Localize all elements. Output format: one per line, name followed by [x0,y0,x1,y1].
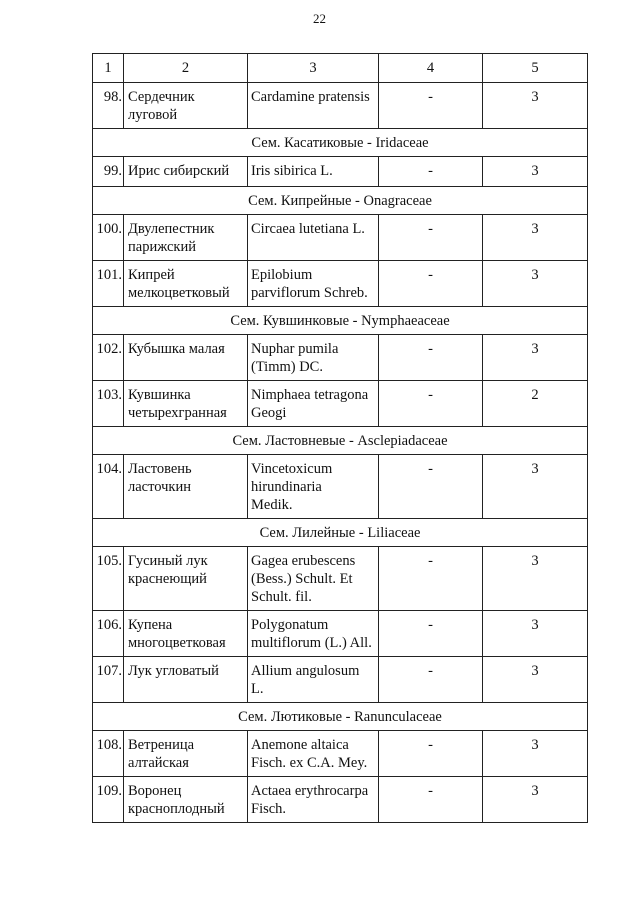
latin-name [248,381,379,427]
column-4-value-text: - [428,221,433,237]
latin-name [248,335,379,381]
row-number-text: 104. [96,461,122,477]
russian-name [124,657,248,703]
latin-name [248,611,379,657]
family-heading: Сем. Ластовневые - Asclepiadaceae [93,427,588,455]
status-category [483,83,588,129]
status-category-text: 3 [531,89,539,105]
table-row [93,455,588,519]
column-4-value [379,657,483,703]
status-category-text: 3 [531,553,539,569]
latin-name [248,731,379,777]
family-row [93,187,588,215]
status-category [483,731,588,777]
row-number [93,381,124,427]
species-table [92,53,588,823]
status-category [483,261,588,307]
latin-name-text: Circaea lutetiana L. [251,221,365,237]
russian-name [124,261,248,307]
column-4-value-text: - [428,783,433,799]
status-category [483,215,588,261]
latin-name [248,261,379,307]
table-row [93,157,588,187]
status-category [483,455,588,519]
column-header: 2 [124,54,248,83]
latin-name [248,455,379,519]
status-category [483,777,588,823]
table-row [93,381,588,427]
latin-name-text: Anemone altaica Fisch. ex C.A. Mey. [251,737,368,771]
row-number [93,731,124,777]
row-number-text: 109. [96,783,122,799]
russian-name [124,381,248,427]
latin-name [248,157,379,187]
column-4-value-text: - [428,89,433,105]
row-number-text: 108. [96,737,122,753]
table-row [93,83,588,129]
family-row [93,519,588,547]
family-row [93,307,588,335]
row-number [93,83,124,129]
status-category [483,657,588,703]
column-4-value-text: - [428,663,433,679]
column-4-value-text: - [428,553,433,569]
status-category-text: 3 [531,783,539,799]
russian-name-text: Гусиный лук краснеющий [128,553,208,587]
row-number-text: 105. [96,553,122,569]
latin-name-text: Nuphar pumila (Timm) DC. [251,341,339,375]
status-category-text: 2 [531,387,539,403]
latin-name-text: Actaea erythrocarpa Fisch. [251,783,369,817]
russian-name-text: Купена многоцветковая [128,617,226,651]
row-number [93,777,124,823]
table-row [93,335,588,381]
row-number [93,611,124,657]
status-category [483,547,588,611]
status-category-text: 3 [531,617,539,633]
status-category-text: 3 [531,341,539,357]
column-4-value [379,547,483,611]
table-row [93,611,588,657]
row-number-text: 99. [103,163,122,179]
status-category-text: 3 [531,663,539,679]
row-number-text: 106. [96,617,122,633]
row-number-text: 98. [103,89,122,105]
russian-name [124,335,248,381]
row-number [93,215,124,261]
russian-name-text: Ветреница алтайская [128,737,195,771]
russian-name-text: Сердечник луговой [128,89,195,123]
latin-name [248,83,379,129]
row-number-text: 100. [96,221,122,237]
page-number: 22 [313,11,326,26]
russian-name [124,455,248,519]
table-row [93,777,588,823]
row-number [93,157,124,187]
column-4-value [379,83,483,129]
column-header: 4 [379,54,483,83]
russian-name-text: Воронец красноплодный [128,783,225,817]
family-row [93,129,588,157]
russian-name [124,777,248,823]
russian-name-text: Лук угловатый [128,663,219,679]
latin-name-text: Nimphaea tetragona Geogi [251,387,369,421]
russian-name [124,157,248,187]
latin-name [248,215,379,261]
russian-name [124,731,248,777]
russian-name [124,547,248,611]
russian-name [124,611,248,657]
row-number [93,657,124,703]
row-number-text: 102. [96,341,122,357]
table-row [93,547,588,611]
russian-name-text: Двулепестник парижский [128,221,215,255]
family-heading: Сем. Кувшинковые - Nymphaeaceae [93,307,588,335]
column-header: 1 [93,54,124,83]
column-4-value-text: - [428,387,433,403]
family-row [93,703,588,731]
column-4-value-text: - [428,617,433,633]
row-number-text: 101. [96,267,122,283]
latin-name-text: Cardamine pratensis [251,89,370,105]
table-body [93,54,588,823]
row-number [93,261,124,307]
table-row [93,657,588,703]
table-row [93,261,588,307]
column-4-value [379,157,483,187]
column-4-value [379,381,483,427]
row-number [93,455,124,519]
table-header-row [93,54,588,83]
family-heading: Сем. Лилейные - Liliaceae [93,519,588,547]
latin-name-text: Epilobium parviflorum Schreb. [251,267,368,301]
column-4-value [379,777,483,823]
column-header: 3 [248,54,379,83]
status-category [483,335,588,381]
russian-name-text: Кубышка малая [128,341,225,357]
latin-name-text: Iris sibirica L. [251,163,333,179]
status-category-text: 3 [531,221,539,237]
table-row [93,215,588,261]
russian-name [124,215,248,261]
latin-name [248,777,379,823]
column-4-value [379,261,483,307]
status-category-text: 3 [531,737,539,753]
column-4-value [379,731,483,777]
latin-name-text: Gagea erubescens (Bess.) Schult. Et Schult. fil. [251,553,356,605]
column-4-value [379,215,483,261]
latin-name [248,657,379,703]
status-category [483,157,588,187]
family-heading: Сем. Касатиковые - Iridaceae [93,129,588,157]
latin-name-text: Polygonatum multiflorum (L.) All. [251,617,372,651]
family-heading: Сем. Лютиковые - Ranunculaceae [93,703,588,731]
russian-name-text: Ирис сибирский [128,163,230,179]
latin-name-text: Vincetoxicum hirundinaria Medik. [251,461,333,513]
column-header: 5 [483,54,588,83]
status-category-text: 3 [531,267,539,283]
latin-name-text: Allium angulosum L. [251,663,360,697]
russian-name [124,83,248,129]
row-number [93,335,124,381]
column-4-value-text: - [428,461,433,477]
column-4-value [379,455,483,519]
table-row [93,731,588,777]
column-4-value-text: - [428,341,433,357]
status-category [483,381,588,427]
status-category-text: 3 [531,461,539,477]
column-4-value [379,611,483,657]
column-4-value-text: - [428,267,433,283]
column-4-value [379,335,483,381]
russian-name-text: Кипрей мелкоцветковый [128,267,230,301]
row-number [93,547,124,611]
latin-name [248,547,379,611]
row-number-text: 103. [96,387,122,403]
family-heading: Сем. Кипрейные - Onagraceae [93,187,588,215]
russian-name-text: Ластовень ласточкин [128,461,192,495]
row-number-text: 107. [96,663,122,679]
status-category [483,611,588,657]
status-category-text: 3 [531,163,539,179]
family-row [93,427,588,455]
russian-name-text: Кувшинка четырехгранная [128,387,227,421]
column-4-value-text: - [428,163,433,179]
column-4-value-text: - [428,737,433,753]
